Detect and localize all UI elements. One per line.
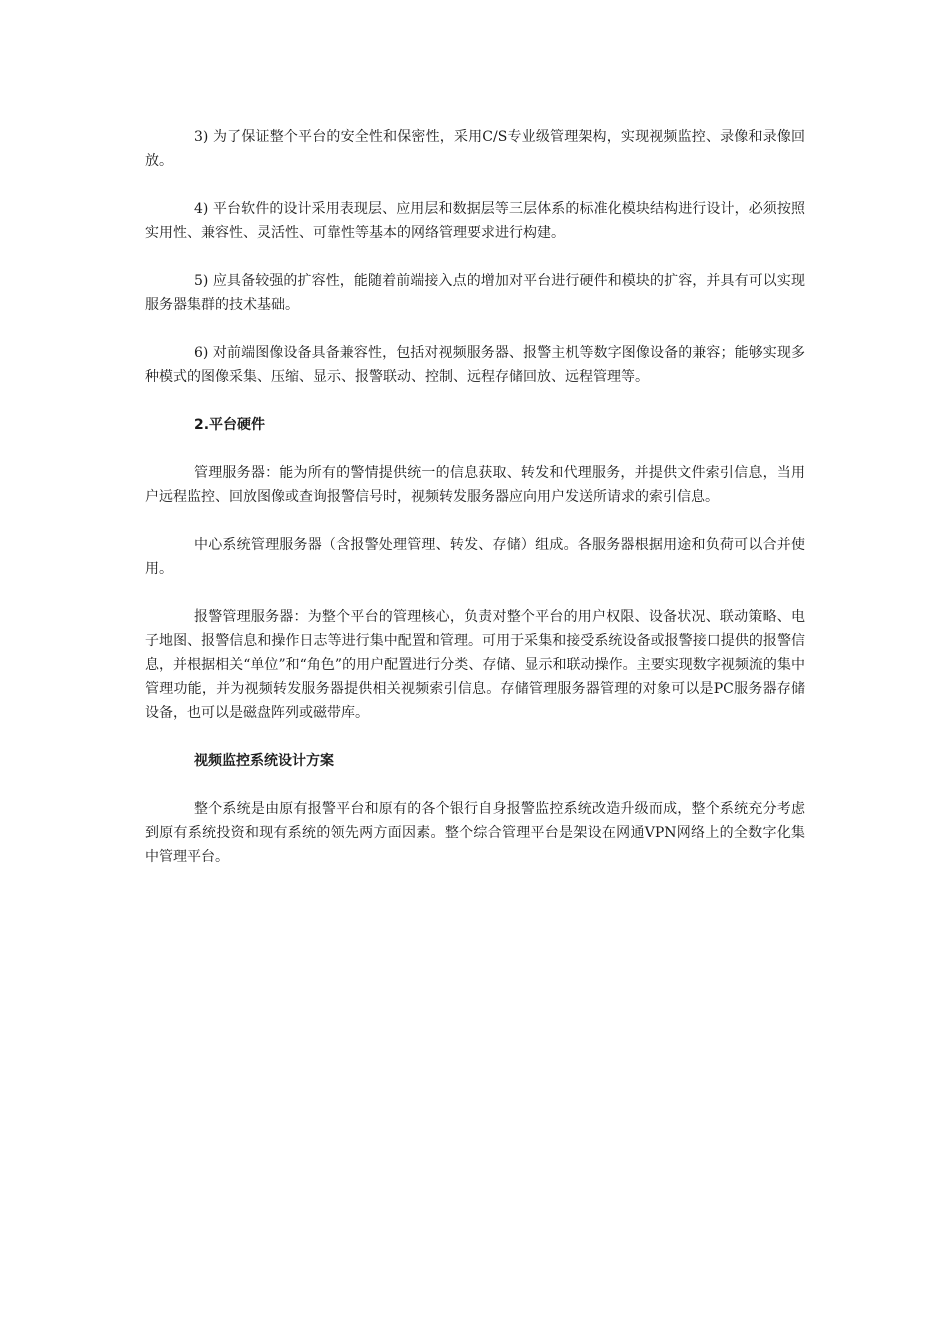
paragraph-central-server: 中心系统管理服务器（含报警处理管理、转发、存储）组成。各服务器根据用途和负荷可以合并使用。 bbox=[145, 537, 805, 577]
paragraph-alarm-server: 报警管理服务器：为整个平台的管理核心，负责对整个平台的用户权限、设备状况、联动策略、电子地图、报警信息和操作日志等进行集中配置和管理。可用于采集和接受系统设备或报警接口提供的报警信息，并根据相关“单位”和“角色”的用户配置进行分类、存储、显示和联动操作。主要实现数字视频流的集中管理功能，并为视频转发服务器提供相关视频索引信息。存储管理服务器管理的对象可以是PC服务器存储设备，也可以是磁盘阵列或磁带库。 bbox=[145, 609, 805, 721]
section-heading-hardware: 2.平台硬件 bbox=[194, 417, 266, 433]
paragraph-item-6: 6) 对前端图像设备具备兼容性，包括对视频服务器、报警主机等数字图像设备的兼容；能够实现多种模式的图像采集、压缩、显示、报警联动、控制、远程存储回放、远程管理等。 bbox=[145, 345, 805, 385]
paragraph-item-5: 5) 应具备较强的扩容性，能随着前端接入点的增加对平台进行硬件和模块的扩容，并具有可以实现服务器集群的技术基础。 bbox=[145, 273, 805, 313]
paragraph-management-server: 管理服务器：能为所有的警情提供统一的信息获取、转发和代理服务，并提供文件索引信息，当用户远程监控、回放图像或查询报警信号时，视频转发服务器应向用户发送所请求的索引信息。 bbox=[145, 465, 805, 505]
paragraph-item-4: 4) 平台软件的设计采用表现层、应用层和数据层等三层体系的标准化模块结构进行设计，必须按照实用性、兼容性、灵活性、可靠性等基本的网络管理要求进行构建。 bbox=[145, 201, 805, 241]
document-body bbox=[145, 125, 805, 893]
paragraph-item-3: 3) 为了保证整个平台的安全性和保密性，采用C/S专业级管理架构，实现视频监控、录像和录像回放。 bbox=[145, 129, 805, 169]
section-heading-design: 视频监控系统设计方案 bbox=[194, 753, 334, 769]
paragraph-design: 整个系统是由原有报警平台和原有的各个银行自身报警监控系统改造升级而成，整个系统充分考虑到原有系统投资和现有系统的领先两方面因素。整个综合管理平台是架设在网通VPN网络上的全数字化集中管理平台。 bbox=[145, 801, 805, 865]
